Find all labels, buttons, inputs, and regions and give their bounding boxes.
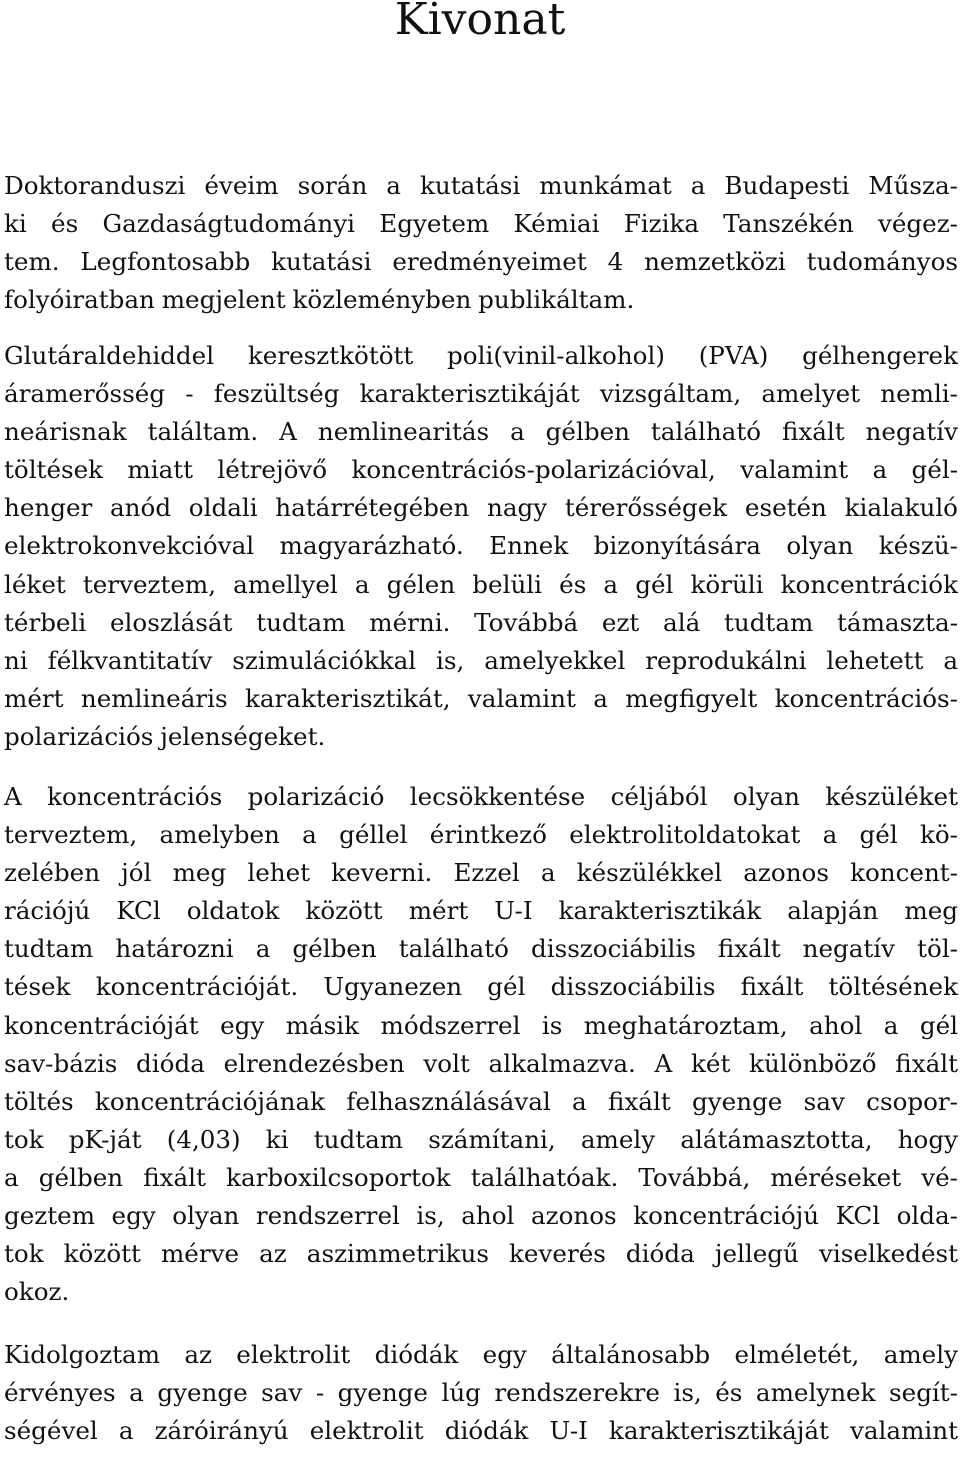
page-title: Kivonat xyxy=(394,0,566,45)
text-line: a gélben fixált karboxilcsoportok találhatóak. Továbbá, méréseket vé- xyxy=(4,1162,958,1192)
text-line: tések koncentrációját. Ugyanezen gél disszociábilis fixált töltésének xyxy=(4,972,958,1002)
text-line: neárisnak találtam. A nemlinearitás a gélben található fixált negatív xyxy=(4,417,958,447)
text-line: áramerősség - feszültség karakterisztikáját vizsgáltam, amelyet nemli- xyxy=(4,379,958,409)
paragraph-1 xyxy=(4,167,958,319)
text-line: érvényes a gyenge sav - gyenge lúg rendszerekre is, és amelynek segít- xyxy=(4,1378,958,1408)
text-line: mért nemlineáris karakterisztikát, valamint a megfigyelt koncentrációs- xyxy=(4,683,958,713)
text-line: ki és Gazdaságtudományi Egyetem Kémiai Fizika Tanszékén végez- xyxy=(4,209,958,239)
paragraph-4 xyxy=(4,1336,958,1450)
text-line: töltés koncentrációjának felhasználásával a fixált gyenge sav csopor- xyxy=(4,1086,958,1116)
text-line: folyóiratban megjelent közleményben publikáltam. xyxy=(4,285,635,315)
text-line: Doktoranduszi éveim során a kutatási munkámat a Budapesti Műsza- xyxy=(4,171,958,200)
text-line: A koncentrációs polarizáció lecsökkentése céljából olyan készüléket xyxy=(4,782,958,811)
text-line: léket terveztem, amellyel a gélen belüli és a gél körüli koncentrációk xyxy=(4,569,958,599)
text-line: térbeli eloszlását tudtam mérni. Továbbá ezt alá tudtam támaszta- xyxy=(4,607,958,637)
text-line: ni félkvantitatív szimulációkkal is, amelyekkel reprodukálni lehetett a xyxy=(4,645,958,675)
paragraph-3 xyxy=(4,778,958,1311)
text-line: tem. Legfontosabb kutatási eredményeimet 4 nemzetközi tudományos xyxy=(4,247,958,277)
text-line: tok pK-ját (4,03) ki tudtam számítani, amely alátámasztotta, hogy xyxy=(4,1124,958,1154)
text-line: tok között mérve az aszimmetrikus keverés dióda jellegű viselkedést xyxy=(4,1239,958,1269)
text-line: tudtam határozni a gélben található disszociábilis fixált negatív töl- xyxy=(4,934,958,964)
text-line: töltések miatt létrejövő koncentrációs-polarizációval, valamint a gél- xyxy=(4,455,958,485)
text-line: ségével a záróirányú elektrolit diódák U-I karakterisztikáját valamint xyxy=(4,1416,958,1446)
text-line: rációjú KCl oldatok között mért U-I karakterisztikák alapján meg xyxy=(4,896,958,926)
text-line: geztem egy olyan rendszerrel is, ahol azonos koncentrációjú KCl olda- xyxy=(4,1201,958,1231)
text-line: terveztem, amelyben a géllel érintkező elektrolitoldatokat a gél kö- xyxy=(4,820,958,850)
text-line: okoz. xyxy=(4,1277,70,1307)
text-line: zelében jól meg lehet keverni. Ezzel a készülékkel azonos koncent- xyxy=(4,858,958,888)
text-line: Kidolgoztam az elektrolit diódák egy általánosabb elméletét, amely xyxy=(4,1340,958,1369)
paragraph-2 xyxy=(4,337,958,756)
text-line: polarizációs jelenségeket. xyxy=(4,721,326,751)
text-line: henger anód oldali határrétegében nagy térerősségek esetén kialakuló xyxy=(4,493,958,523)
text-line: Glutáraldehiddel keresztkötött poli(vinil-alkohol) (PVA) gélhengerek xyxy=(4,341,958,370)
text-line: elektrokonvekcióval magyarázható. Ennek bizonyítására olyan készü- xyxy=(4,531,958,561)
text-line: koncentrációját egy másik módszerrel is meghatároztam, ahol a gél xyxy=(4,1010,958,1040)
text-line: sav-bázis dióda elrendezésben volt alkalmazva. A két különböző fixált xyxy=(4,1048,958,1078)
